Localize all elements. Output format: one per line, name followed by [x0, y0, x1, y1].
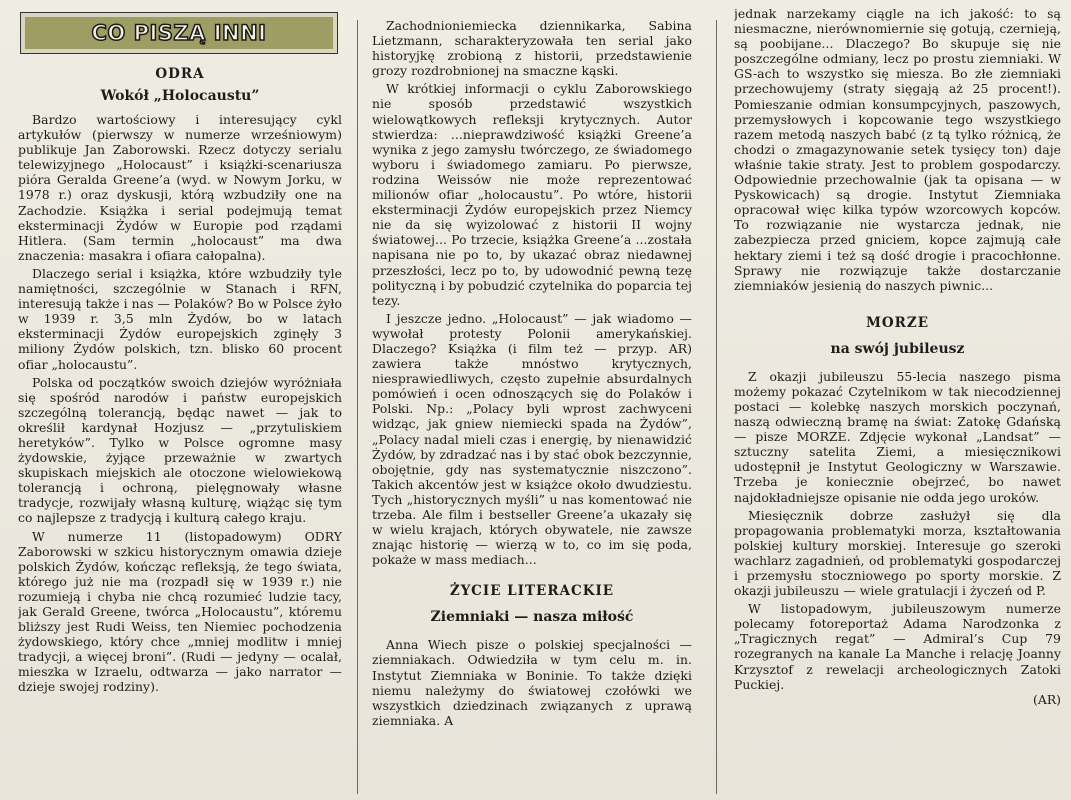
odra-paragraph: W numerze 11 (listopadowym) ODRY Zaborowski w szkicu historycznym omawia dzieje polskich Żydów, kończąc refleksją, że tego świata, którego już nie ma (rozpadł się w 1939 r.) nie rozumieją i chyba nie chcą rozumieć ludzie tacy, jak Gerald Greene, twórca „Holocaustu”, któremu bliższy jest Rudi Weiss, ten Niemiec pochodzenia żydowskiego, który chce „mniej modlitw i mniej tradycji, a więcej broni”. (Rudi — jedyny — ocalał, mieszka w Izraelu, odtwarza — jako narrator — dzieje swojej rodziny). [18, 528, 342, 695]
odra-section-title: ODRA [155, 66, 205, 82]
zycie-article-title: Ziemniaki — nasza miłość [430, 609, 634, 626]
odra-article-title: Wokół „Holocaustu” [100, 88, 260, 104]
morze-article-title: na swój jubileusz [830, 340, 965, 357]
author-signature: (AR) [1033, 691, 1061, 707]
column-divider [357, 20, 358, 794]
section-header-band [25, 17, 333, 49]
morze-paragraph: Z okazji jubileuszu 55-lecia naszego pisma możemy pokazać Czytelnikom w tak niecodziennej postaci — kolebkę naszych morskich poczynań, naszą odwieczną bramę na świat: Zatokę Gdańską — pisze MORZE. Zdjęcie wykonał „Landsat” — sztuczny satelita Ziemi, a miesięcznikowi udostępnił je Instytut Geologiczny w Warszawie. Trzeba je koniecznie obejrzeć, bo nawet najdokładniejsze opisanie nie odda jego uroków. [734, 368, 1061, 505]
zycie-paragraph: Anna Wiech pisze o polskiej specjalności — ziemniakach. Odwiedziła w tym celu m. in. Instytut Ziemniaka w Boninie. To także dzięki niemu należymy do światowej czołówki we wszystkich dziedzinach związanych z uprawą ziemniaka. A [372, 637, 692, 728]
odra-paragraph: Bardzo wartościowy i interesujący cykl artykułów (pierwszy w numerze wrześniowym) publikuje Jan Zaborowski. Rzecz dotyczy serialu telewizyjnego „Holocaust” i książki-scenariusza pióra Geralda Greene’a (wyd. w Nowym Jorku, w 1978 r.) oraz dyskusji, którą wzbudziły one na Zachodzie. Książka i serial podejmują temat eksterminacji Żydów w Europie pod rządami Hitlera. (Sam termin „holocaust” ma dwa znaczenia: masakra i ofiara całopalna). [18, 112, 342, 263]
column-middle [372, 0, 692, 800]
morze-paragraph: Miesięcznik dobrze zasłużył się dla propagowania problematyki morza, kształtowania polskiej kultury morskiej. Interesuje go szeroki wachlarz zagadnień, od problematyki gospodarczej i przemysłu stoczniowego po sporty morskie. Z okazji jubileuszu — wiele gratulacji i życzeń od P. [734, 507, 1061, 599]
column-right [734, 0, 1061, 800]
zycie-continued-paragraph: jednak narzekamy ciągle na ich jakość: to są niesmaczne, nierównomiernie się gotują, czernieją, są poobijane... Dlaczego? Bo skupuje się nie poszczególne odmiany, lecz po prostu ziemniaki. W GS-ach to wszystko się miesza. Bo złe ziemniaki przechowujemy (straty sięgają aż 25 procent!). Pomieszanie odmian konsumpcyjnych, paszowych, przemysłowych i kopcowanie tego wszystkiego razem metodą naszych babć (z tą tylko różnicą, że chodzi o zmagazynowanie setek tysięcy ton) daje właśnie takie straty. Jest to problem gospodarczy. Odpowiednie przechowalnie (jak ta opisana — w Pyskowicach) są drogie. Instytut Ziemniaka opracował więc kilka typów wzorcowych kopców. To rozwiązanie nie wystarcza jednak, nie zabezpiecza przed gniciem, kopce zajmują całe hektary ziemi i też są dość drogie i pracochłonne. Sprawy nie rozwiązuje także dostarczanie ziemniaków jesienią do naszych piwnic... [734, 6, 1061, 293]
section-header-title: CO PISZĄ INNI [91, 21, 267, 45]
column-left [18, 0, 342, 800]
morze-paragraph: W listopadowym, jubileuszowym numerze polecamy fotoreportaż Adama Narodzonka z „Tragicznych regat” — Admiral’s Cup 79 rozegranych na kanale La Manche i relację Joanny Krzysztof z rewelacji archeologicznych Zatoki Puckiej. [734, 601, 1061, 692]
zycie-literackie-section-title: ŻYCIE LITERACKIE [449, 583, 615, 600]
column-divider [716, 20, 717, 794]
odra-continued-paragraph: Zachodnioniemiecka dziennikarka, Sabina Lietzmann, scharakteryzowała ten serial jako historyjkę zrobioną z historii, przedstawienie grozy rozdrobnionej na smaczne kąski. [372, 18, 692, 79]
morze-section-title: MORZE [865, 314, 930, 331]
odra-continued-paragraph: I jeszcze jedno. „Holocaust” — jak wiadomo — wywołał protesty Polonii amerykańskiej. Dlaczego? Książka (i film też — przyp. AR) zawiera także mnóstwo krytycznych, niesprawiedliwych, często zupełnie absurdalnych pomówień i ocen odnoszących się do Polaków i Polski. Np.: „Polacy byli wprost zachwyceni widząc, jak gniew niemiecki spada na Żydów”, „Polacy nadal mieli czas i energię, by nienawidzić Żydów, by zdradzać nas i by stać obok bezczynnie, obojętnie, gdy nas systematycznie niszczono”. Takich akcentów jest w książce około dwudziestu. Tych „historycznych myśli” u nas komentować nie trzeba. Ale film i bestseller Greene’a ukazały się w wielu krajach, których obywatele, nie zawsze znając historię — wierzą w to, co im się poda, pokaże w mass mediach... [372, 310, 692, 568]
odra-paragraph: Dlaczego serial i książka, które wzbudziły tyle namiętności, szczególnie w Stanach i RFN, interesują także i nas — Polaków? Bo w Polsce żyło w 1939 r. 3,5 mln Żydów, bo w latach eksterminacji Żydów europejskich zginęły 3 miliony Żydów polskich, tzn. blisko 60 procent ofiar „holocaustu”. [18, 265, 342, 372]
odra-paragraph: Polska od początków swoich dziejów wyróżniała się spośród narodów i państw europejskich szczególną tolerancją, będąc nawet — jak to określił kardynał Hozjusz — „przytuliskiem heretyków”. Tylko w Polsce ogromne masy żydowskie, żyjące przeważnie w zwartych skupiskach miejskich ale otoczone wielowiekową tolerancją i ochroną, pielęgnowały własne tradycje, rozwijały własną kulturę, wiążąc się tym co najlepsze z tradycją i kulturą całego kraju. [18, 374, 342, 526]
section-header-box [20, 12, 338, 54]
odra-continued-paragraph: W krótkiej informacji o cyklu Zaborowskiego nie sposób przedstawić wszystkich wielowątkowych refleksji krytycznych. Autor stwierdza: ...nieprawdziwość książki Greene’a wynika z jego zamysłu twórczego, ze świadomego wyboru i świadomego zamiaru. Po pierwsze, rodzina Weissów nie może reprezentować milionów ofiar „holocaustu”. Po wtóre, historii eksterminacji Żydów europejskich przez Niemcy nie da się wyizolować z historii II wojny światowej... Po trzecie, książka Greene’a ...została napisana nie po to, by ukazać obraz niedawnej przeszłości, lecz po to, by udowodnić pewną tezę polityczną i by pobudzić czytelnika do poparcia tej tezy. [372, 81, 692, 308]
